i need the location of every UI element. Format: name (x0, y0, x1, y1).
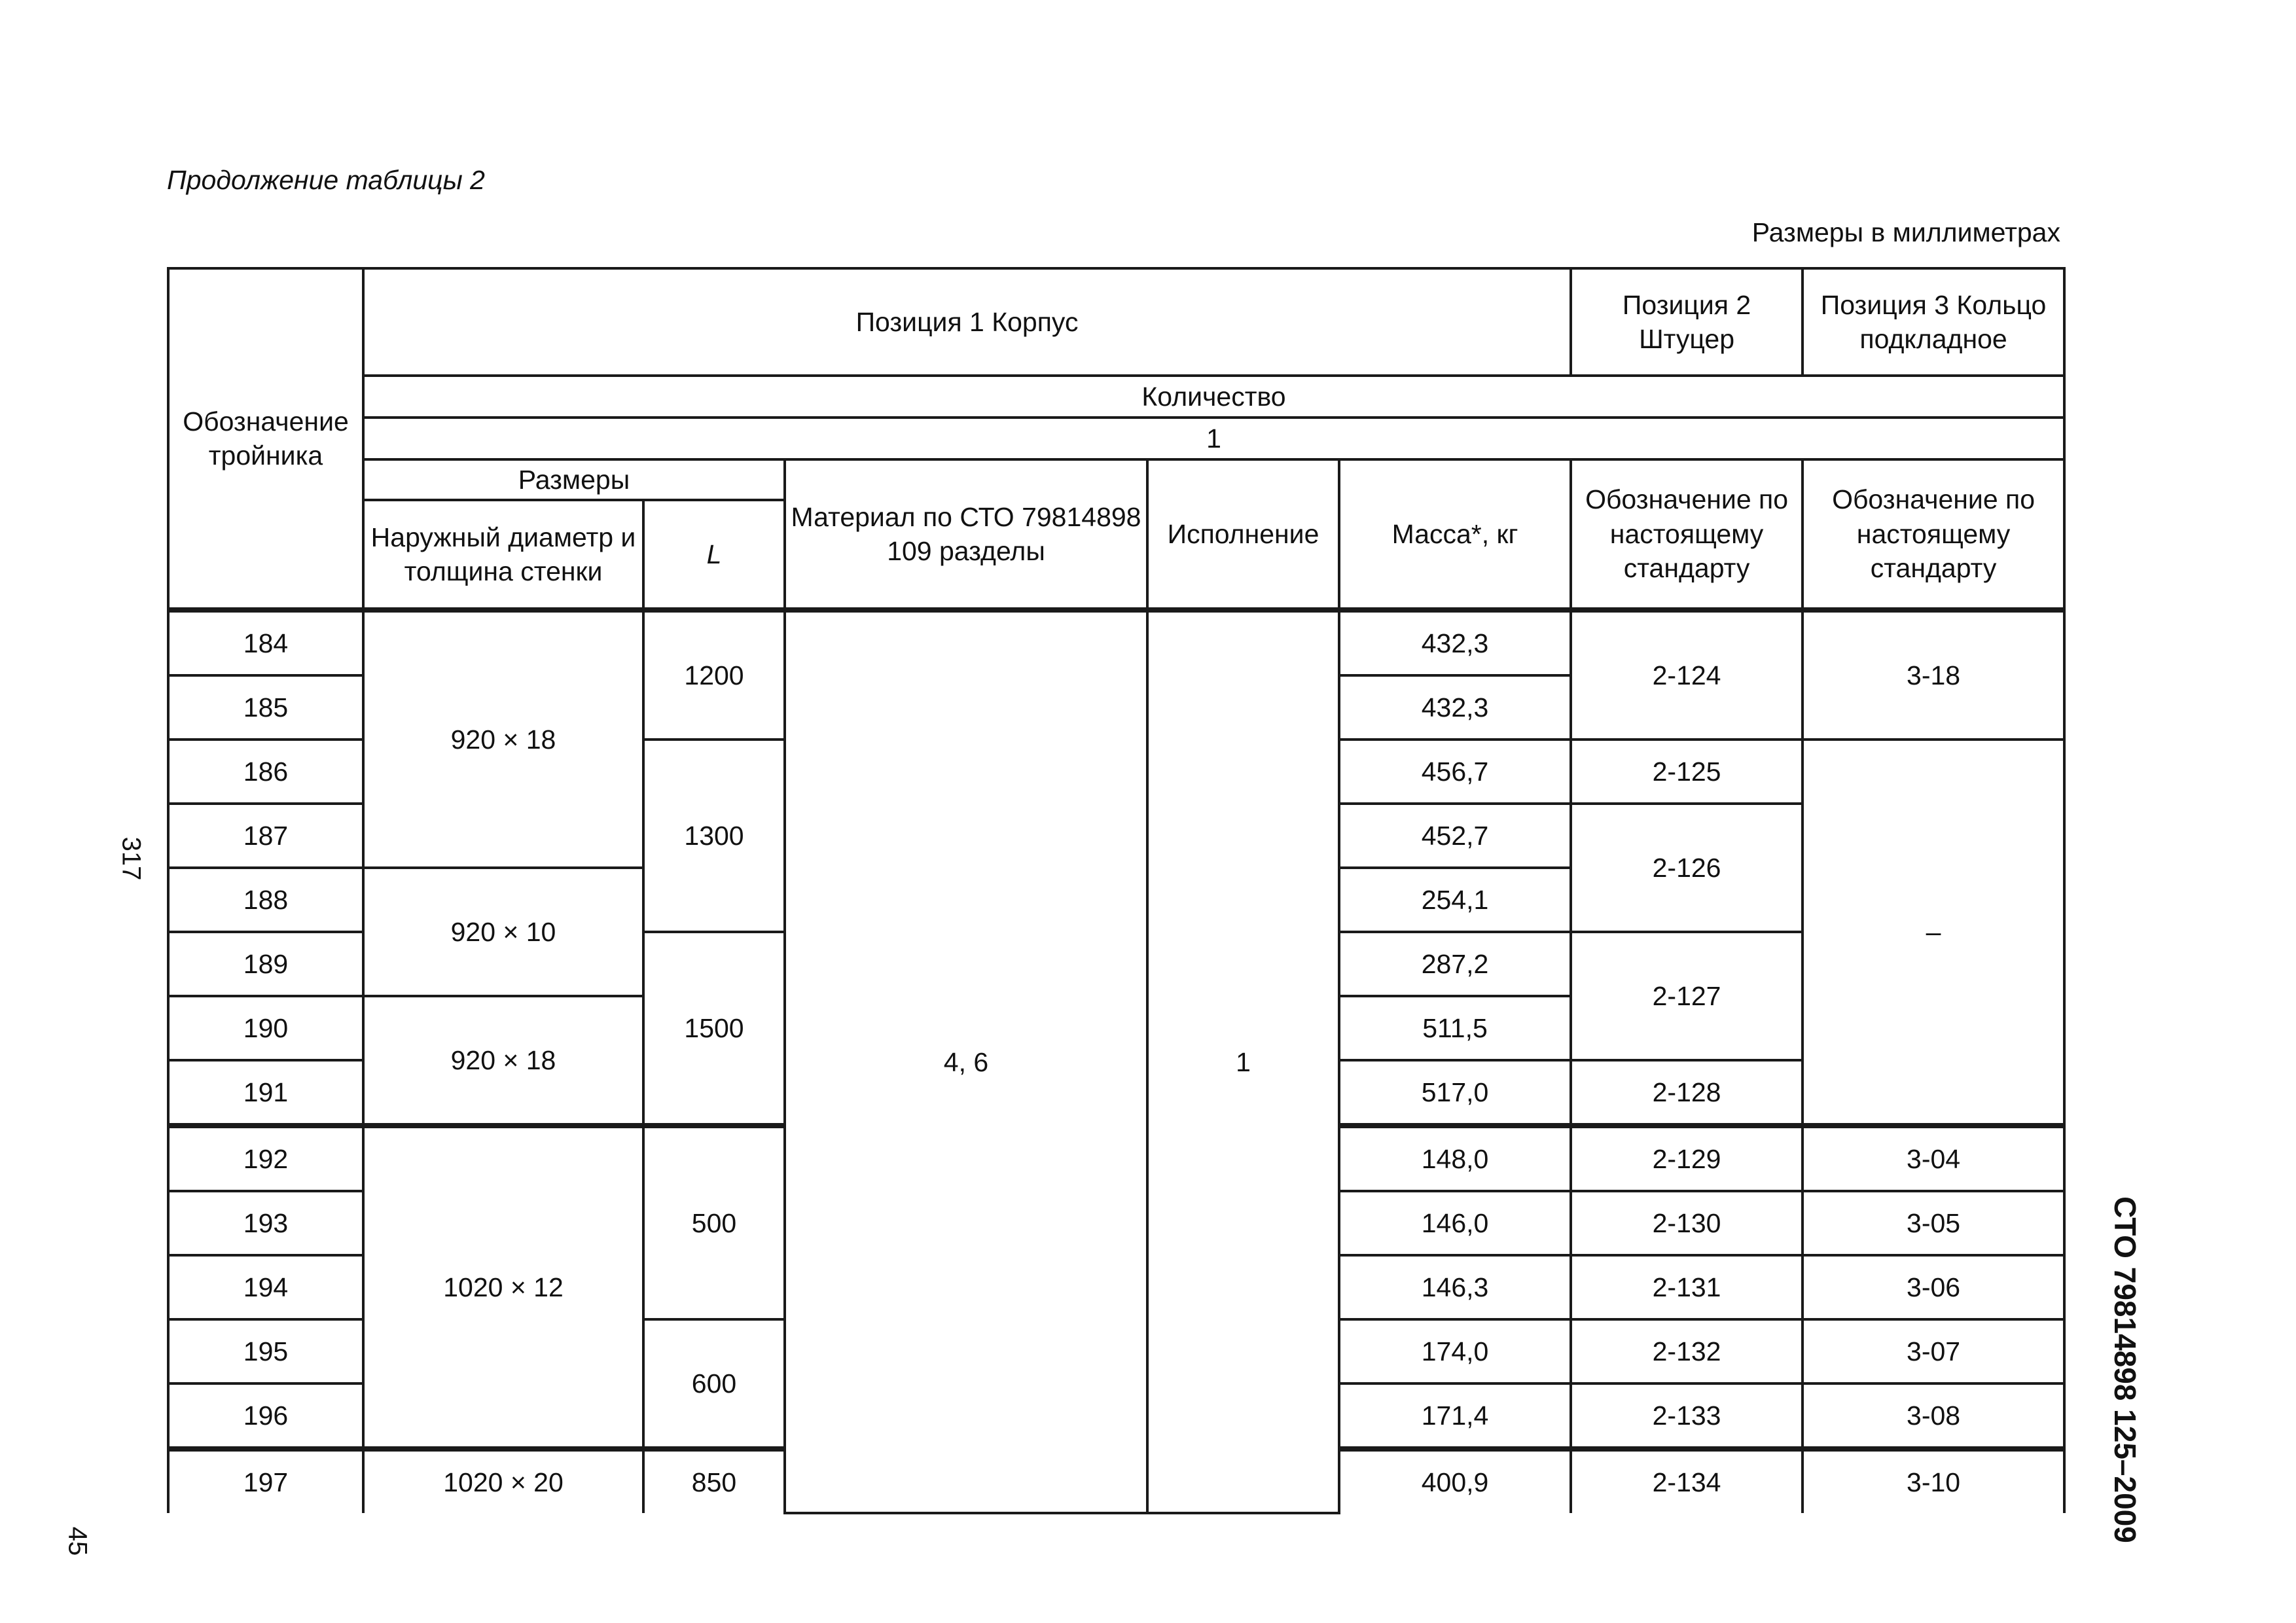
tee-id: 196 (168, 1383, 363, 1449)
mass-cell: 517,0 (1339, 1060, 1571, 1126)
pos3-cell: 3-06 (1803, 1255, 2064, 1319)
side-sheet-number: 45 (63, 1526, 92, 1556)
pos2-cell: 2-131 (1571, 1255, 1803, 1319)
outer-diameter-cell: 920 × 18 (363, 610, 643, 868)
tee-id: 186 (168, 740, 363, 804)
pos2-cell: 2-128 (1571, 1060, 1803, 1126)
length-cell: 600 (643, 1319, 785, 1449)
material-cell: 4, 6 (785, 610, 1147, 1513)
header-position-1: Позиция 1 Корпус (363, 268, 1571, 376)
mass-cell: 432,3 (1339, 675, 1571, 740)
tee-id: 188 (168, 868, 363, 932)
pos2-cell: 2-134 (1571, 1449, 1803, 1513)
pos2-cell: 2-124 (1571, 610, 1803, 740)
mass-cell: 452,7 (1339, 804, 1571, 868)
header-mass: Масса*, кг (1339, 459, 1571, 610)
mass-cell: 511,5 (1339, 996, 1571, 1060)
table-caption: Продолжение таблицы 2 (167, 165, 485, 195)
pos2-cell: 2-126 (1571, 804, 1803, 932)
pos3-cell: 3-08 (1803, 1383, 2064, 1449)
pos2-cell: 2-130 (1571, 1191, 1803, 1255)
header-position-3: Позиция 3 Кольцо подкладное (1803, 268, 2064, 376)
side-page-number: 317 (117, 836, 146, 881)
pos3-cell: 3-10 (1803, 1449, 2064, 1513)
tee-id: 194 (168, 1255, 363, 1319)
header-std-designation-3: Обозначение по настоящему стандарту (1803, 459, 2064, 610)
header-material: Материал по СТО 79814898 109 разделы (785, 459, 1147, 610)
pos2-cell: 2-125 (1571, 740, 1803, 804)
outer-diameter-cell: 920 × 18 (363, 996, 643, 1126)
header-quantity-value: 1 (363, 418, 2064, 459)
length-cell: 1500 (643, 932, 785, 1126)
header-designation: Обозначение тройника (168, 268, 363, 610)
pos2-cell: 2-129 (1571, 1126, 1803, 1191)
pos3-cell: 3-05 (1803, 1191, 2064, 1255)
tee-id: 197 (168, 1449, 363, 1513)
header-outer-diameter: Наружный диаметр и толщина стенки (363, 500, 643, 610)
mass-cell: 148,0 (1339, 1126, 1571, 1191)
mass-cell: 254,1 (1339, 868, 1571, 932)
header-sizes: Размеры (363, 459, 785, 500)
mass-cell: 287,2 (1339, 932, 1571, 996)
pos2-cell: 2-133 (1571, 1383, 1803, 1449)
mass-cell: 456,7 (1339, 740, 1571, 804)
pos3-cell: – (1803, 740, 2064, 1126)
header-position-2: Позиция 2 Штуцер (1571, 268, 1803, 376)
tee-id: 184 (168, 610, 363, 675)
units-note: Размеры в миллиметрах (1751, 217, 2060, 247)
execution-cell: 1 (1147, 610, 1339, 1513)
tee-id: 193 (168, 1191, 363, 1255)
pos2-cell: 2-132 (1571, 1319, 1803, 1383)
table-row (168, 610, 2064, 675)
tee-id: 195 (168, 1319, 363, 1383)
length-cell: 1200 (643, 610, 785, 740)
pos2-cell: 2-127 (1571, 932, 1803, 1060)
tee-id: 189 (168, 932, 363, 996)
tee-id: 190 (168, 996, 363, 1060)
header-std-designation-2: Обозначение по настоящему стандарту (1571, 459, 1803, 610)
pos3-cell: 3-18 (1803, 610, 2064, 740)
tee-id: 192 (168, 1126, 363, 1191)
outer-diameter-cell: 1020 × 20 (363, 1449, 643, 1513)
mass-cell: 146,3 (1339, 1255, 1571, 1319)
mass-cell: 400,9 (1339, 1449, 1571, 1513)
tee-id: 191 (168, 1060, 363, 1126)
header-quantity: Количество (363, 376, 2064, 418)
pos3-cell: 3-07 (1803, 1319, 2064, 1383)
length-cell: 850 (643, 1449, 785, 1513)
mass-cell: 432,3 (1339, 610, 1571, 675)
mass-cell: 174,0 (1339, 1319, 1571, 1383)
outer-diameter-cell: 1020 × 12 (363, 1126, 643, 1449)
side-standard-code: СТО 79814898 125–2009 (2108, 1196, 2142, 1543)
tee-id: 187 (168, 804, 363, 868)
pos3-cell: 3-04 (1803, 1126, 2064, 1191)
tee-id: 185 (168, 675, 363, 740)
outer-diameter-cell: 920 × 10 (363, 868, 643, 996)
mass-cell: 146,0 (1339, 1191, 1571, 1255)
header-length: L (643, 500, 785, 610)
header-execution: Исполнение (1147, 459, 1339, 610)
tee-specification-table (167, 267, 2066, 1514)
mass-cell: 171,4 (1339, 1383, 1571, 1449)
length-cell: 500 (643, 1126, 785, 1319)
length-cell: 1300 (643, 740, 785, 932)
